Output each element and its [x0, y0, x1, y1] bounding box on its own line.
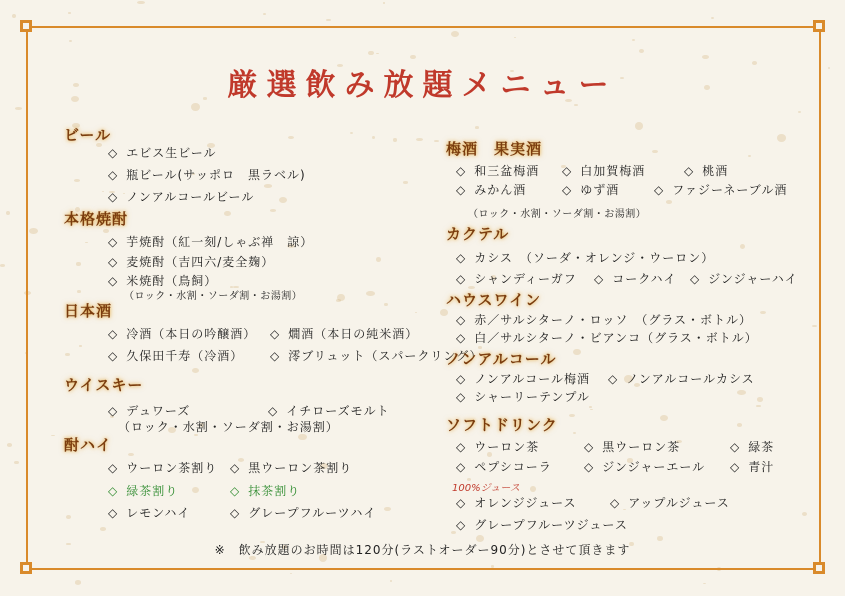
- menu-item: ◇ ジンジャーエール: [584, 460, 706, 474]
- menu-title: 厳選飲み放題メニュー: [227, 68, 618, 103]
- paper-speck: [12, 14, 16, 18]
- serving-note: （ロック・水割・ソーダ割・お湯割）: [468, 209, 647, 220]
- menu-item: ◇ レモンハイ: [108, 506, 191, 520]
- paper-speck: [6, 211, 10, 215]
- beer-heading: ビール: [64, 126, 112, 144]
- juice-label: 100%ジュース: [452, 483, 520, 494]
- corner-ornament: [20, 20, 32, 32]
- menu-item: ◇ 黒ウーロン茶割り: [230, 461, 353, 475]
- paper-speck: [326, 19, 331, 22]
- shochu-heading: 本格焼酎: [64, 210, 129, 228]
- menu-item: ◇ 緑茶: [730, 440, 775, 454]
- menu-item: ◇ コークハイ: [594, 272, 677, 286]
- footer-note: ※ 飲み放題のお時間は120分(ラストオーダー90分)とさせて頂きます: [214, 543, 631, 557]
- menu-item: ◇ ファジーネーブル酒: [654, 183, 788, 197]
- menu-item: ◇ オレンジジュース: [456, 496, 577, 510]
- menu-item: ◇ シャーリーテンプル: [456, 390, 590, 404]
- menu-item: ◇ 和三盆梅酒: [456, 164, 540, 178]
- cocktail-heading: カクテル: [446, 225, 510, 243]
- softdrink-heading: ソフトドリンク: [446, 416, 558, 434]
- paper-speck: [290, 573, 292, 574]
- menu-item: ◇ ペプシコーラ: [456, 460, 552, 474]
- menu-item: ◇ グレープフルーツハイ: [230, 506, 377, 520]
- menu-item: ◇ カシス （ソーダ・オレンジ・ウーロン）: [456, 251, 715, 265]
- paper-speck: [137, 1, 145, 5]
- nonalcohol-heading: ノンアルコール: [446, 350, 557, 368]
- menu-item: ◇ デュワーズ: [108, 404, 191, 418]
- menu-item: ◇ 黒ウーロン茶: [584, 440, 681, 454]
- menu-item: ◇ イチローズモルト: [268, 404, 390, 418]
- menu-item: ◇ ノンアルコールビール: [108, 190, 255, 204]
- serving-note: （ロック・水割・ソーダ割・お湯割）: [118, 420, 339, 434]
- menu-item: ◇ 緑茶割り: [108, 484, 179, 498]
- menu-item: ◇ 白／サルシターノ・ビアンコ（グラス・ボトル）: [456, 331, 758, 345]
- menu-item: ◇ みかん酒: [456, 183, 527, 197]
- menu-item: ◇ 瓶ビール(サッポロ 黒ラベル): [108, 168, 306, 182]
- umeshu-heading: 梅酒 果実酒: [446, 140, 543, 158]
- menu-item: ◇ 久保田千寿（冷酒）: [108, 349, 244, 363]
- paper-speck: [0, 264, 5, 267]
- menu-item: ◇ 白加賀梅酒: [562, 164, 646, 178]
- menu-item: ◇ 澪ブリュット（スパークリング）: [270, 349, 483, 363]
- paper-speck: [383, 2, 385, 3]
- corner-ornament: [813, 20, 825, 32]
- paper-speck: [14, 461, 19, 465]
- paper-speck: [711, 17, 714, 19]
- whisky-heading: ウイスキー: [64, 376, 144, 394]
- paper-speck: [75, 580, 81, 584]
- menu-item: ◇ ウーロン茶割り: [108, 461, 218, 475]
- menu-item: ◇ 桃酒: [684, 164, 729, 178]
- menu-item: ◇ シャンディーガフ: [456, 272, 577, 286]
- menu-item: ◇ アップルジュース: [610, 496, 730, 510]
- paper-speck: [68, 12, 71, 13]
- menu-item: ◇ ジンジャーハイ: [690, 272, 798, 286]
- menu-item: ◇ 麦焼酎（吉四六/麦全麹）: [108, 255, 275, 269]
- paper-speck: [390, 580, 392, 581]
- menu-item: ◇ 赤／サルシターノ・ロッソ （グラス・ボトル）: [456, 313, 753, 327]
- menu-item: ◇ 青汁: [730, 460, 775, 474]
- paper-speck: [15, 107, 22, 110]
- menu-item: ◇ 冷酒（本日の吟醸酒）: [108, 327, 257, 341]
- menu-item: ◇ 芋焼酎（紅一刻/しゃぶ禅 諒）: [108, 235, 314, 249]
- wine-heading: ハウスワイン: [446, 291, 542, 309]
- sake-heading: 日本酒: [64, 302, 113, 320]
- menu-item: ◇ ウーロン茶: [456, 440, 540, 454]
- corner-ornament: [813, 562, 825, 574]
- paper-speck: [7, 443, 12, 446]
- menu-item: ◇ ノンアルコールカシス: [608, 372, 755, 386]
- menu-item: ◇ グレープフルーツジュース: [456, 518, 628, 532]
- serving-note: （ロック・水割・ソーダ割・お湯割）: [124, 291, 303, 302]
- menu-item: ◇ ゆず酒: [562, 183, 620, 197]
- paper-speck: [703, 583, 706, 584]
- menu-item: ◇ 米焼酎（鳥飼）: [108, 274, 218, 288]
- paper-speck: [263, 13, 266, 15]
- menu-item: ◇ 抹茶割り: [230, 484, 301, 498]
- corner-ornament: [20, 562, 32, 574]
- menu-item: ◇ エビス生ビール: [108, 146, 217, 160]
- menu-item: ◇ ノンアルコール梅酒: [456, 372, 591, 386]
- chuhai-heading: 酎ハイ: [64, 436, 113, 454]
- menu-item: ◇ 燗酒（本日の純米酒）: [270, 327, 419, 341]
